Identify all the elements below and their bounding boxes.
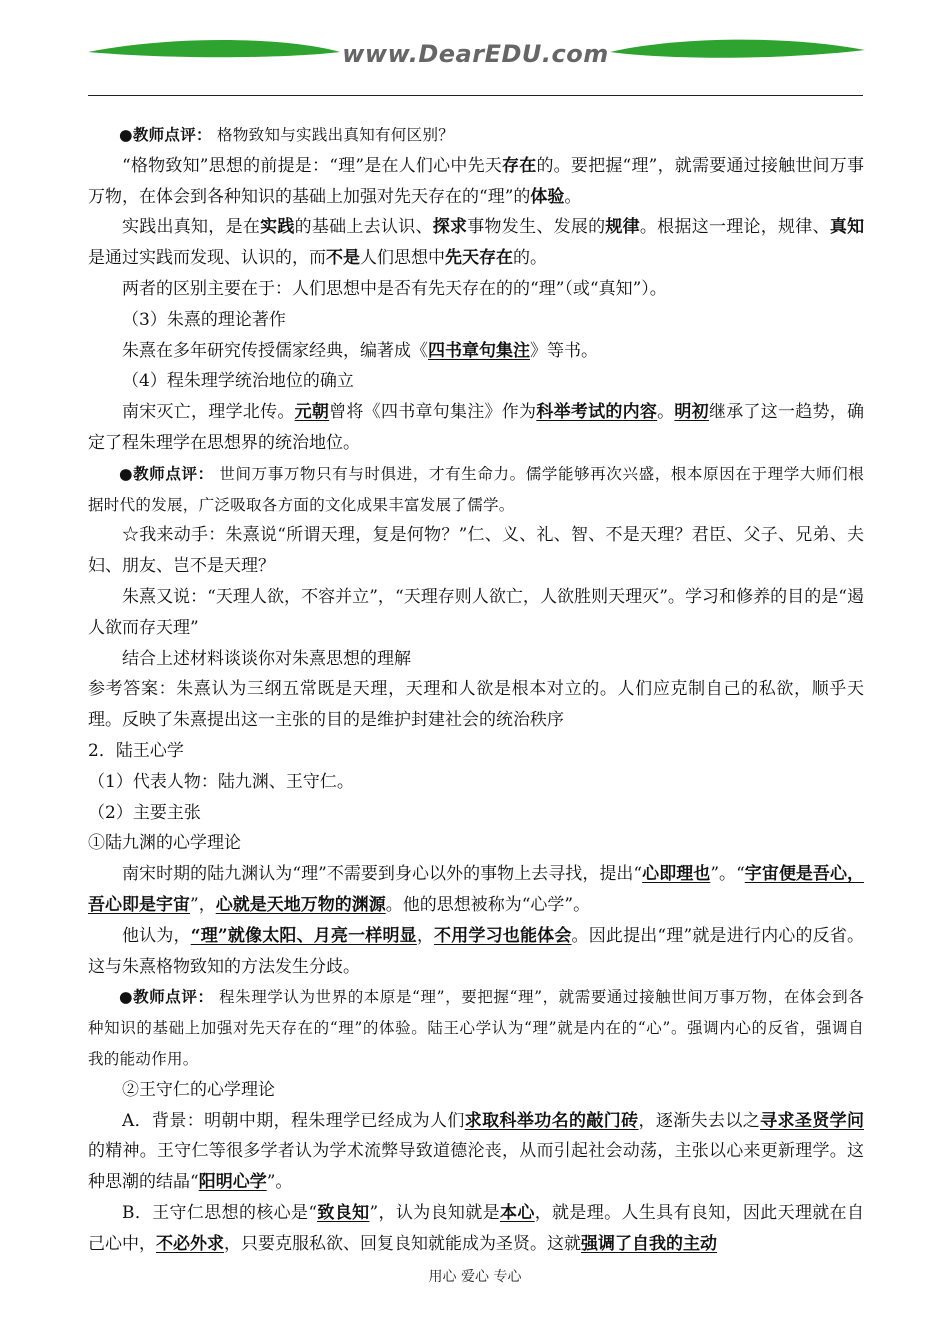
paragraph	[88, 674, 864, 736]
bold-term: 实践	[260, 217, 295, 238]
key-term	[428, 341, 530, 361]
paragraph	[88, 366, 864, 397]
text-run: 。他的思想被称为“心学”。	[385, 894, 591, 915]
key-term-text: 强调了自我的主动	[581, 1233, 717, 1254]
text-run: B．王守仁思想的核心是“	[122, 1202, 318, 1223]
key-term	[536, 402, 657, 422]
text-run: 的。要把握“理”，就需要通过接触世间万事万物，在体会到各种知识的基础上加强对先天存在的“理”的	[88, 155, 864, 207]
paragraph	[88, 1075, 864, 1106]
key-term	[581, 1234, 717, 1254]
teacher-comment-label: ●教师点评：	[119, 987, 214, 1007]
text-run: 2．陆王心学	[88, 740, 184, 761]
header-rule	[88, 95, 863, 96]
text-run: 的。	[513, 248, 547, 269]
text-run: 结合上述材料谈谈你对朱熹思想的理解	[122, 648, 411, 669]
text-run: 人们思想中	[360, 248, 445, 269]
key-term-text: “理”就像太阳、月亮一样明显	[190, 925, 417, 946]
document-body	[88, 120, 864, 1259]
text-run: ，只要克服私欲、回复良知就能成为圣贤。这就	[224, 1233, 581, 1254]
text-run: A．背景：明朝中期，程朱理学已经成为人们	[122, 1110, 465, 1131]
paragraph	[88, 828, 864, 859]
text-run: 曾将《四书章句集注》作为	[329, 402, 537, 423]
key-term-text: 求取科举功名的敲门砖	[464, 1110, 639, 1131]
key-term	[500, 1203, 535, 1223]
text-run: 继承了这一趋势，确定了程朱理学在思想界的统治地位。	[88, 402, 865, 453]
text-run: ，	[416, 925, 435, 946]
key-term	[295, 402, 330, 422]
paragraph	[88, 305, 864, 336]
paragraph	[88, 520, 864, 582]
paragraph	[88, 336, 864, 367]
key-term-text: 元朝	[294, 402, 330, 423]
key-term	[642, 864, 710, 884]
text-run: 的精神。王守仁等很多学者认为学术流弊导致道德沦丧，从而引起社会动荡，主张以心来更新理学。这种思潮的结晶“	[88, 1141, 864, 1193]
text-run: “格物致知”思想的前提是：“理”是在人们心中先天	[122, 155, 503, 176]
paragraph	[88, 859, 864, 921]
key-term	[156, 1234, 224, 1254]
paragraph	[88, 582, 864, 644]
text-run: ，就是理。人生具有良知，因此天理就在自己心中，	[88, 1202, 865, 1254]
text-run: ”。“	[710, 864, 745, 885]
key-term-text: 宇宙便是吾心，吾心即是宇宙	[88, 864, 865, 915]
bold-term: 真知	[829, 217, 865, 238]
text-run: 南宋时期的陆九渊认为“理”不需要到身心以外的事物上去寻找，提出“	[122, 864, 643, 885]
key-term	[674, 402, 709, 422]
key-term-text: 不必外求	[156, 1233, 224, 1254]
text-run: 世间万事万物只有与时俱进，才有生命力。儒学能够再次兴盛，根本原因在于理学大师们根据时代的发展，广泛吸取各方面的文化成果丰富发展了儒学。	[88, 464, 864, 514]
paragraph	[88, 151, 864, 213]
bold-term: 规律	[605, 217, 640, 238]
page-footer: 用心 爱心 专心	[428, 1269, 522, 1285]
key-term-text: 明初	[674, 402, 709, 423]
text-run: 参考答案：朱熹认为三纲五常既是天理，天理和人欲是根本对立的。人们应克制自己的私欲，顺乎天理。反映了朱熹提出这一主张的目的是维护封建社会的统治秩序	[88, 679, 864, 731]
text-run: （1）代表人物：陆九渊、王守仁。	[88, 771, 354, 792]
text-run: ①陆九渊的心学理论	[88, 833, 241, 854]
key-term	[434, 926, 571, 946]
key-term	[465, 1111, 639, 1131]
text-run: ”。	[266, 1172, 293, 1193]
text-run: 》等书。	[530, 340, 598, 361]
key-term	[760, 1111, 864, 1131]
text-run: 。	[564, 186, 582, 207]
text-run: 。根据这一理论，规律、	[639, 217, 830, 238]
paragraph	[88, 921, 864, 983]
bold-term: 探求	[432, 217, 468, 238]
text-run: 程朱理学认为世界的本原是“理”，要把握“理”，就需要通过接触世间万事万物，在体会到各种知识的基础上加强对先天存在的“理”的体验。陆王心学认为“理”就是内在的“心”。强调内心的反省，强调自我的能动作用。	[88, 988, 864, 1068]
text-run: 是通过实践而发现、认识的，而	[88, 248, 326, 269]
key-term-text: 寻求圣贤学问	[760, 1110, 865, 1131]
bold-term: 不是	[326, 248, 360, 269]
text-run: 。因此提出“理”就是进行内心的反省。这与朱熹格物致知的方法发生分歧。	[88, 925, 865, 977]
text-run: ”，认为良知就是	[369, 1202, 500, 1223]
bold-term: 存在	[502, 155, 537, 176]
text-run: ②王守仁的心学理论	[122, 1079, 275, 1100]
key-term-text: 不用学习也能体会	[434, 925, 572, 946]
text-run: 。	[657, 402, 675, 423]
paragraph	[88, 736, 864, 767]
paragraph	[88, 982, 864, 1074]
text-run: （4）程朱理学统治地位的确立	[122, 371, 354, 392]
key-term-text: 本心	[499, 1202, 535, 1223]
text-run: ”，	[190, 894, 216, 915]
paragraph	[88, 767, 864, 798]
key-term	[216, 895, 386, 915]
key-term-text: 心即理也	[642, 864, 711, 885]
key-term	[317, 1203, 369, 1223]
text-run: 南宋灭亡，理学北传。	[122, 402, 295, 423]
key-term-text: 阳明心学	[198, 1172, 267, 1193]
text-run: 的基础上去认识、	[294, 217, 433, 238]
bold-term: 先天存在	[445, 248, 513, 269]
key-term-text: 科举考试的内容	[536, 402, 658, 423]
paragraph	[88, 1106, 864, 1198]
paragraph	[88, 644, 864, 675]
paragraph	[88, 459, 864, 521]
key-term-text: 致良知	[317, 1202, 370, 1223]
text-run: 事物发生、发展的	[467, 217, 606, 238]
paragraph	[88, 1198, 864, 1260]
page-header	[0, 30, 950, 75]
text-run: （3）朱熹的理论著作	[122, 309, 286, 330]
teacher-comment-label: ●教师点评：	[119, 463, 214, 483]
key-term	[199, 1172, 267, 1192]
paragraph	[88, 798, 864, 829]
key-term-text: 心就是天地万物的渊源	[215, 894, 386, 915]
text-run: （2）主要主张	[88, 802, 201, 823]
text-run: ，逐渐失去以之	[638, 1110, 761, 1131]
text-run: ☆我来动手：朱熹说“所谓天理，复是何物？”仁、义、礼、智、不是天理？君臣、父子、兄弟、夫妇、朋友、岂不是天理？	[88, 525, 864, 577]
text-run: 朱熹在多年研究传授儒家经典，编著成《	[122, 340, 428, 361]
bold-term: 体验	[530, 186, 565, 207]
text-run: 格物致知与实践出真知有何区别？	[211, 126, 455, 144]
text-run: 朱熹又说：“天理人欲，不容并立”，“天理存则人欲亡，人欲胜则天理灭”。学习和修养的目的是“遏人欲而存天理”	[88, 586, 864, 638]
key-term-text: 四书章句集注	[428, 340, 530, 361]
key-term	[191, 926, 417, 946]
paragraph	[88, 120, 864, 151]
paragraph	[88, 397, 864, 459]
text-run: 两者的区别主要在于：人们思想中是否有先天存在的的“理”（或“真知”）。	[122, 278, 667, 299]
text-run: 实践出真知，是在	[122, 217, 261, 238]
teacher-comment-label: ●教师点评：	[119, 125, 212, 144]
site-logo[interactable]: www.DearEDU.com	[342, 40, 609, 68]
paragraph	[88, 212, 864, 274]
text-run: 他认为，	[122, 925, 191, 946]
paragraph	[88, 274, 864, 305]
